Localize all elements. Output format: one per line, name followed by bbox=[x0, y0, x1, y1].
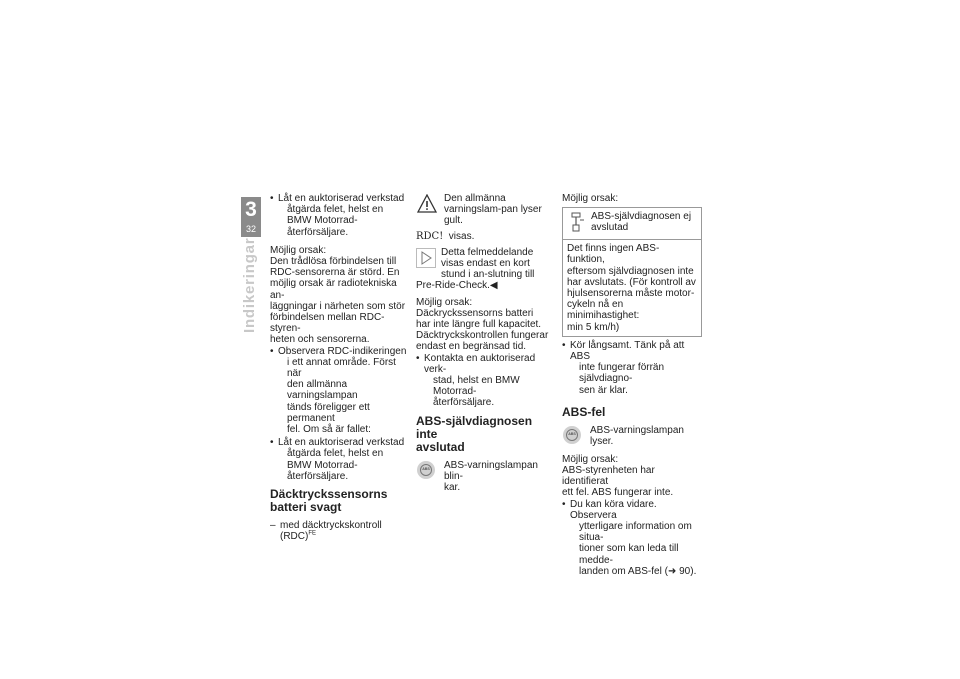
chapter-number: 3 bbox=[245, 198, 257, 221]
chapter-title: Indikeringar bbox=[241, 237, 258, 333]
page-reference-link[interactable]: 90). bbox=[679, 565, 697, 577]
abs-lamp-row: ABS ABS-varningslampan blin- kar. bbox=[416, 460, 550, 494]
play-triangle-info-icon bbox=[416, 248, 436, 271]
abs-lamp-icon: ABS bbox=[417, 461, 435, 479]
possible-cause-label: Möjlig orsak: bbox=[562, 453, 619, 465]
bullet-item: • Kontakta en auktoriserad verk- stad, helst en BMW Motorrad- återförsäljare. bbox=[416, 352, 536, 409]
possible-cause-label: Möjlig orsak: bbox=[270, 244, 327, 256]
abs-lamp-row: ABS ABS-varningslampan lyser. bbox=[562, 425, 702, 449]
status-box: ABS-självdiagnosen ej avslutad Det finns ingen ABS-funktion, eftersom självdiagnosen inte har avslutats. (För kontroll av hjulsensorerna måste motor- cykeln nå en minimihastighet: min 5 km/h) bbox=[562, 207, 702, 337]
rdc-display-line: RDC! visas. bbox=[416, 230, 475, 242]
warning-triangle-icon bbox=[417, 194, 437, 216]
end-mark-icon: ◀ bbox=[489, 280, 498, 292]
column-1 bbox=[270, 193, 410, 542]
fe-superscript: FE bbox=[308, 530, 316, 537]
column-3 bbox=[562, 193, 702, 579]
bullet-item: • Låt en auktoriserad verkstad åtgärda felet, helst en BMW Motorrad-återförsäljare. bbox=[270, 437, 405, 482]
abs-lamp-icon: ABS bbox=[563, 426, 581, 444]
bullet-item: • Kör långsamt. Tänk på att ABS inte fungerar förrän självdiagno- sen är klar. bbox=[562, 339, 685, 396]
cause-text: Den trådlösa förbindelsen till RDC-sensorerna är störd. En möjlig orsak är radiotekniska an- läggningar i närheten som stör förbindelsen mellan RDC-styren- heten och sensorerna. bbox=[270, 256, 406, 346]
bullet-item: • Låt en auktoriserad verkstad åtgärda felet, helst en BMW Motorrad-återförsäljare. bbox=[270, 193, 405, 238]
section-heading: ABS-fel bbox=[562, 404, 606, 419]
section-heading: ABS-självdiagnosen inte avslutad bbox=[416, 413, 533, 454]
section-heading: Däcktryckssensorns batteri svagt bbox=[270, 487, 388, 515]
general-warning-row: Den allmänna varningslam-pan lyser gult. bbox=[416, 193, 550, 227]
cause-text: ABS-styrenheten har identifierat ett fel. ABS fungerar inte. bbox=[562, 465, 674, 499]
column-2 bbox=[416, 193, 550, 493]
dash-item: – med däcktryckskontroll (RDC)$^{FE}$ bbox=[270, 520, 382, 543]
wrench-check-icon bbox=[569, 212, 585, 235]
bullet-item: • Observera RDC-indikeringen i ett annat område. Först när den allmänna varningslampan tänds föreligger ett permanent fel. Om så är fallet: bbox=[270, 345, 407, 436]
error-message-info: Detta felmeddelande visas endast en kort stund i an-slutning till Pre-Ride-Check.◀ bbox=[416, 246, 535, 292]
possible-cause-label: Möjlig orsak: bbox=[562, 193, 619, 204]
possible-cause-label: Möjlig orsak: bbox=[416, 296, 473, 308]
page-number: 32 bbox=[245, 224, 256, 234]
rdc-code: RDC! bbox=[416, 230, 444, 242]
bullet-item: • Du kan köra vidare. Observera ytterligare information om situa- tioner som kan leda till medde- landen om ABS-fel (➜ 90). bbox=[562, 498, 697, 577]
page-reference-arrow-icon: ➜ bbox=[667, 565, 677, 577]
cause-text: Däckryckssensorns batteri har inte längre full kapacitet. Däcktryckskontrollen fungerar endast en begränsad tid. bbox=[416, 307, 549, 353]
